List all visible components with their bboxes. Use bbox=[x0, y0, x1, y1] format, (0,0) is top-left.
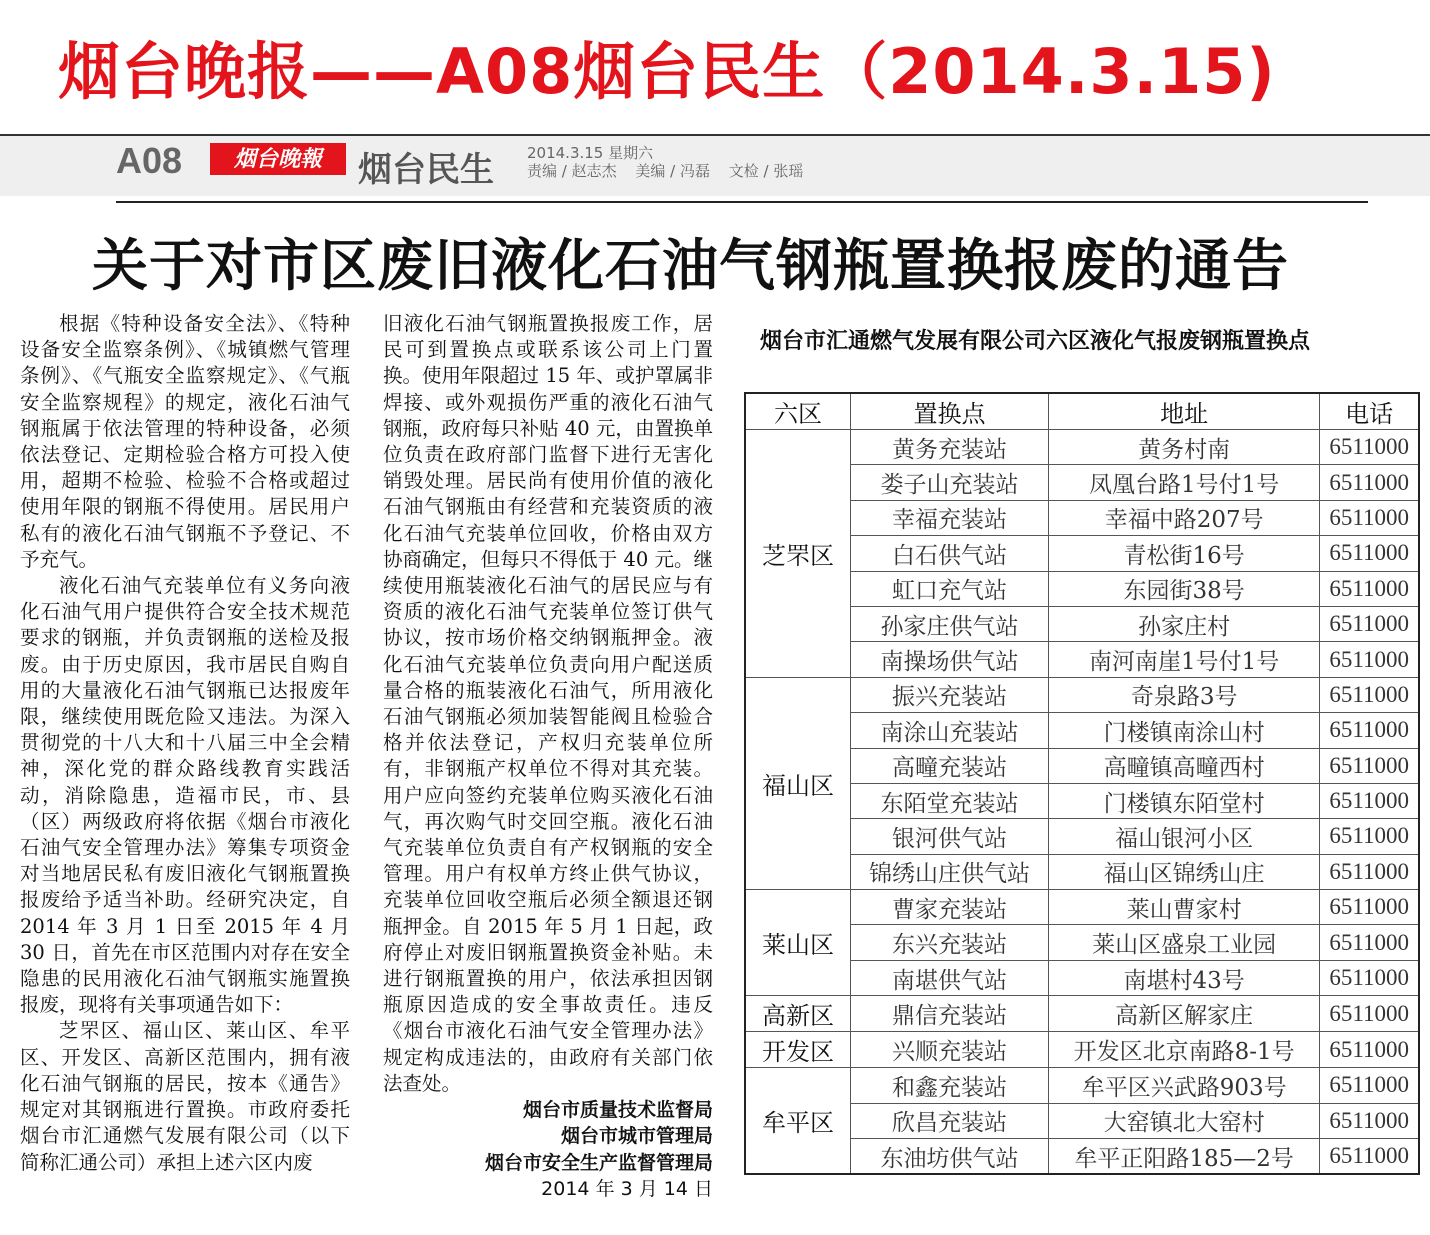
signatory: 烟台市质量技术监督局 bbox=[522, 1099, 713, 1122]
phone-cell: 6511000 bbox=[1320, 960, 1419, 995]
banner-title: 烟台晚报——A08烟台民生（2014.3.15) bbox=[58, 35, 1276, 108]
proofreader-credit: 文检 / 张瑶 bbox=[728, 162, 804, 180]
address-cell: 青松街16号 bbox=[1048, 536, 1319, 571]
station-cell: 南堪供气站 bbox=[851, 960, 1049, 995]
address-cell: 门楼镇东陌堂村 bbox=[1048, 783, 1319, 818]
paragraph: 旧液化石油气钢瓶置换报废工作，居民可到置换点或联系该公司上门置换。使用年限超过 15 年、或护罩属非焊接、或外观损伤严重的液化石油气钢瓶，政府每只补贴 40 元，由置换单位负责在政府部门监督下进行无害化销毁处理。居民尚有使用价值的液化石油气钢瓶由有经营和充装资质的液化石油气充装单位回收，价格由双方协商确定，但每只不得低于 40 元。继续使用瓶装液化石油气的居民应与有资质的液化石油气充装单位签订供气协议，按市场价格交纳钢瓶押金。液化石油气充装单位负责向用户配送质量合格的瓶装液化石油气，所用液化石油气钢瓶必须加装智能阀且检验合格并依法登记，产权归充装单位所有，非钢瓶产权单位不得对其充装。用户应向签约充装单位购买液化石油气，再次购气时交回空瓶。液化石油气充装单位负责自有产权钢瓶的安全管理。用户有权单方终止供气协议，充装单位回收空瓶后必须全额退还钢瓶押金。自 2015 年 5 月 1 日起，政府停止对废旧钢瓶置换资金补贴。未进行钢瓶置换的用户，依法承担因钢瓶原因造成的安全事故责任。违反《烟台市液化石油气安全管理办法》规定构成违法的，由政府有关部门依法查处。 bbox=[383, 312, 713, 1095]
header-address: 地址 bbox=[1048, 393, 1319, 430]
address-cell: 牟平区兴武路903号 bbox=[1048, 1068, 1319, 1103]
phone-cell: 6511000 bbox=[1320, 536, 1419, 571]
district-cell: 莱山区 bbox=[745, 890, 851, 996]
issue-date: 2014.3.15 星期六 bbox=[527, 144, 654, 162]
table-row bbox=[745, 996, 1419, 1032]
table-header-row bbox=[745, 393, 1419, 430]
table-body bbox=[745, 430, 1419, 1175]
signatory: 烟台市安全生产监督管理局 bbox=[484, 1151, 713, 1174]
station-cell: 和鑫充装站 bbox=[851, 1068, 1049, 1103]
address-cell: 福山银河小区 bbox=[1048, 819, 1319, 854]
phone-cell: 6511000 bbox=[1320, 642, 1419, 677]
paragraph: 根据《特种设备安全法》、《特种设备安全监察条例》、《城镇燃气管理条例》、《气瓶安全监察规定》、《气瓶安全监察规程》的规定，液化石油气钢瓶属于依法管理的特种设备，必须依法登记、定期检验合格方可投入使用，超期不检验、检验不合格或超过使用年限的钢瓶不得使用。居民用户私有的液化石油气钢瓶不予登记、不予充气。 bbox=[20, 312, 350, 571]
table-row bbox=[745, 1032, 1419, 1068]
phone-cell: 6511000 bbox=[1320, 890, 1419, 925]
art-editor-credit: 美编 / 冯磊 bbox=[635, 162, 710, 180]
district-cell: 芝罘区 bbox=[745, 430, 851, 678]
notice-date: 2014 年 3 月 14 日 bbox=[541, 1177, 713, 1200]
station-cell: 幸福充装站 bbox=[851, 500, 1049, 535]
district-cell: 高新区 bbox=[745, 996, 851, 1032]
paragraph: 芝罘区、福山区、莱山区、牟平区、开发区、高新区范围内，拥有液化石油气钢瓶的居民，按本《通告》规定对其钢瓶进行置换。市政府委托烟台市汇通燃气发展有限公司（以下简称汇通公司）承担上述六区内废 bbox=[20, 1019, 350, 1174]
header-district: 六区 bbox=[745, 393, 851, 430]
address-cell: 东园街38号 bbox=[1048, 571, 1319, 606]
station-cell: 锦绣山庄供气站 bbox=[851, 854, 1049, 889]
address-cell: 高新区解家庄 bbox=[1048, 996, 1319, 1032]
station-cell: 白石供气站 bbox=[851, 536, 1049, 571]
table-row bbox=[745, 890, 1419, 925]
table-row bbox=[745, 677, 1419, 712]
signatory: 烟台市城市管理局 bbox=[560, 1125, 713, 1148]
masthead-meta bbox=[527, 144, 817, 180]
phone-cell: 6511000 bbox=[1320, 500, 1419, 535]
newspaper-logo: 烟台晚報 bbox=[210, 143, 346, 175]
article-column-2 bbox=[383, 311, 713, 1202]
phone-cell: 6511000 bbox=[1320, 854, 1419, 889]
station-cell: 欣昌充装站 bbox=[851, 1103, 1049, 1138]
address-cell: 福山区锦绣山庄 bbox=[1048, 854, 1319, 889]
station-cell: 曹家充装站 bbox=[851, 890, 1049, 925]
station-cell: 孙家庄供气站 bbox=[851, 606, 1049, 641]
station-cell: 东陌堂充装站 bbox=[851, 783, 1049, 818]
address-cell: 孙家庄村 bbox=[1048, 606, 1319, 641]
station-cell: 高疃充装站 bbox=[851, 748, 1049, 783]
phone-cell: 6511000 bbox=[1320, 606, 1419, 641]
station-cell: 黄务充装站 bbox=[851, 430, 1049, 465]
table-row bbox=[745, 1068, 1419, 1103]
address-cell: 南堪村43号 bbox=[1048, 960, 1319, 995]
address-cell: 开发区北京南路8-1号 bbox=[1048, 1032, 1319, 1068]
district-cell: 开发区 bbox=[745, 1032, 851, 1068]
station-cell: 东兴充装站 bbox=[851, 925, 1049, 960]
editor-credit: 责编 / 赵志杰 bbox=[527, 162, 617, 180]
station-cell: 南操场供气站 bbox=[851, 642, 1049, 677]
paragraph: 液化石油气充装单位有义务向液化石油气用户提供符合安全技术规范要求的钢瓶，并负责钢瓶的送检及报废。由于历史原因，我市居民自购自用的大量液化石油气钢瓶已达报废年限，继续使用既危险又违法。为深入贯彻党的十八大和十八届三中全会精神，深化党的群众路线教育实践活动，消除隐患，造福市民，市、县（区）两级政府将依据《烟台市液化石油气安全管理办法》筹集专项资金对当地居民私有废旧液化气钢瓶置换报废给予适当补助。经研究决定，自 2014 年 3 月 1 日至 2015 年 4 月 30 日，首先在市区范围内对存在安全隐患的民用液化石油气钢瓶实施置换报废，现将有关事项通告如下： bbox=[20, 574, 350, 1017]
station-cell: 虹口充气站 bbox=[851, 571, 1049, 606]
header-phone: 电话 bbox=[1320, 393, 1419, 430]
address-cell: 莱山区盛泉工业园 bbox=[1048, 925, 1319, 960]
station-cell: 南涂山充装站 bbox=[851, 713, 1049, 748]
address-cell: 高疃镇高疃西村 bbox=[1048, 748, 1319, 783]
phone-cell: 6511000 bbox=[1320, 925, 1419, 960]
district-cell: 牟平区 bbox=[745, 1068, 851, 1175]
phone-cell: 6511000 bbox=[1320, 465, 1419, 500]
headline-divider bbox=[116, 201, 1368, 203]
address-cell: 黄务村南 bbox=[1048, 430, 1319, 465]
station-cell: 鼎信充装站 bbox=[851, 996, 1049, 1032]
address-cell: 南河南崖1号付1号 bbox=[1048, 642, 1319, 677]
phone-cell: 6511000 bbox=[1320, 819, 1419, 854]
station-cell: 东油坊供气站 bbox=[851, 1139, 1049, 1175]
station-cell: 振兴充装站 bbox=[851, 677, 1049, 712]
station-cell: 兴顺充装站 bbox=[851, 1032, 1049, 1068]
phone-cell: 6511000 bbox=[1320, 1103, 1419, 1138]
section-name: 烟台民生 bbox=[358, 150, 494, 190]
phone-cell: 6511000 bbox=[1320, 713, 1419, 748]
stations-table bbox=[744, 392, 1420, 1175]
phone-cell: 6511000 bbox=[1320, 783, 1419, 818]
address-cell: 奇泉路3号 bbox=[1048, 677, 1319, 712]
address-cell: 幸福中路207号 bbox=[1048, 500, 1319, 535]
address-cell: 大窑镇北大窑村 bbox=[1048, 1103, 1319, 1138]
phone-cell: 6511000 bbox=[1320, 1032, 1419, 1068]
address-cell: 牟平正阳路185—2号 bbox=[1048, 1139, 1319, 1175]
phone-cell: 6511000 bbox=[1320, 1068, 1419, 1103]
phone-cell: 6511000 bbox=[1320, 430, 1419, 465]
phone-cell: 6511000 bbox=[1320, 571, 1419, 606]
page-code: A08 bbox=[116, 140, 183, 181]
header-station: 置换点 bbox=[851, 393, 1049, 430]
phone-cell: 6511000 bbox=[1320, 996, 1419, 1032]
station-cell: 银河供气站 bbox=[851, 819, 1049, 854]
table-title: 烟台市汇通燃气发展有限公司六区液化气报废钢瓶置换点 bbox=[760, 329, 1311, 354]
table-row bbox=[745, 430, 1419, 465]
article-column-1 bbox=[20, 311, 350, 1176]
phone-cell: 6511000 bbox=[1320, 748, 1419, 783]
phone-cell: 6511000 bbox=[1320, 1139, 1419, 1175]
station-cell: 娄子山充装站 bbox=[851, 465, 1049, 500]
address-cell: 凤凰台路1号付1号 bbox=[1048, 465, 1319, 500]
phone-cell: 6511000 bbox=[1320, 677, 1419, 712]
address-cell: 门楼镇南涂山村 bbox=[1048, 713, 1319, 748]
article-headline: 关于对市区废旧液化石油气钢瓶置换报废的通告 bbox=[92, 234, 1289, 299]
district-cell: 福山区 bbox=[745, 677, 851, 889]
address-cell: 莱山曹家村 bbox=[1048, 890, 1319, 925]
